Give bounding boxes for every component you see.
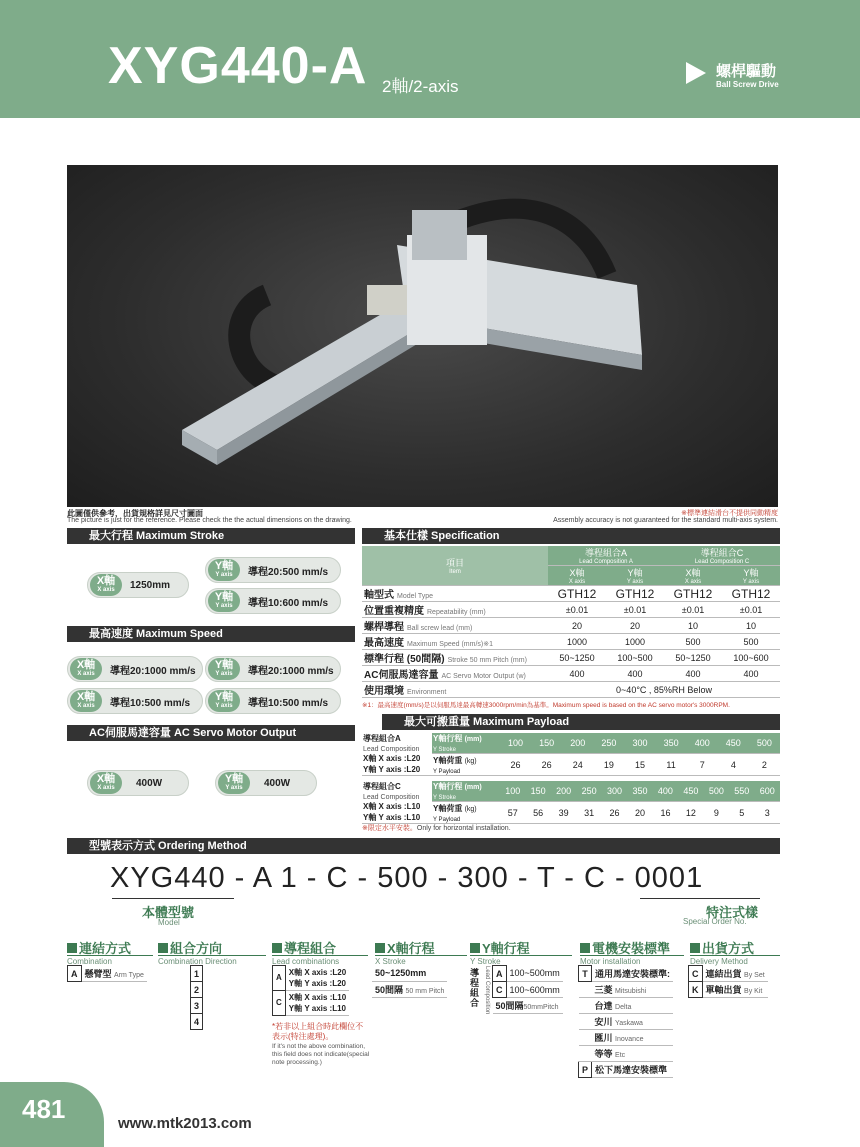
y-stroke-heading: Y軸行程 (470, 938, 530, 957)
spec-row: 螺桿導程 Ball screw lead (mm) 20 20 10 10 (362, 618, 780, 634)
stroke-y-pill-1: Y軸 Y axis 導程20:500 mm/s (205, 557, 341, 583)
combination-table: A 懸臂型 Arm Type (67, 965, 147, 982)
speed-pill-4: Y軸 Y axis 導程10:500 mm/s (205, 688, 341, 714)
motor-install-table: T 通用馬達安裝標準: 三菱 Mitsubishi 台達 Delta 安川 Yaskawa 匯川 Inovance 等等 Etc P 松下馬達安裝標準 (578, 965, 673, 1078)
x-stroke-table: 50~1250mm 50間隔 50 mm Pitch (372, 965, 447, 998)
spec-title-bar: 基本仕樣 Specification (362, 528, 780, 544)
motor-x-pill: X軸 X axis 400W (87, 770, 189, 796)
product-photo (67, 165, 778, 507)
spec-row: 軸型式 Model Type GTH12 GTH12 GTH12 GTH12 (362, 586, 780, 602)
payload-table-c: 導程組合C Lead Composition X軸 X axis :L10 Y軸 Y axis :L10 Y軸行程 (mm) Y Stroke 100 150 200 250 300 350 400 450 500 550 600 Y軸荷重 (kg) Y Payload 57 56 39 31 26 20 16 12 9 5 3 (362, 781, 780, 824)
x-stroke-heading: X軸行程 (375, 938, 435, 957)
x-axis-tag: X軸 X axis (90, 574, 122, 596)
spec-table: 項目 Item 導程組合A Lead Composition A 導程組合C Lead Composition C X軸 X axis Y軸 Y axis X軸 X axis Y軸 Y axis 軸型式 Model Type GTH12 GTH12 GTH12 GTH12 位置重複精度 Repeatability (mm) ±0.01 ±0.01 ±0.01 ±0.01 螺桿導程 Ball screw lead (mm) 20 20 10 10 最高速度 Maximum Speed (mm/s)※1 1000 1000 500 500 標準行程 (50間隔) Stroke 50 mm Pitch (mm) 50~1250 100~500 50~1250 100~600 AC伺服馬達容量 AC Servo Motor Output (w) 400 400 400 400 使用環境 Environment 0~40°C , 85%RH Below (362, 546, 780, 698)
motor-y-pill: Y軸 Y axis 400W (215, 770, 317, 796)
stroke-x-pill (87, 572, 189, 598)
page-header (0, 0, 860, 118)
spec-row: 位置重複精度 Repeatability (mm) ±0.01 ±0.01 ±0.01 ±0.01 (362, 602, 780, 618)
lead-note-en: If it's not the above combination, this field does not indicate(special note processing.) (272, 1043, 370, 1066)
lead-note-ch: *若非以上組合時此欄位不 表示(特注處理)。 (272, 1022, 364, 1041)
accuracy-note-ch: ※標準連結滑台不提供同動精度 (681, 510, 778, 517)
product-title: XYG440-A (108, 37, 368, 95)
special-order-label: 特注式樣 (706, 905, 759, 920)
spec-row-environment: 使用環境 Environment 0~40°C , 85%RH Below (362, 682, 780, 698)
page-number: 481 (0, 1082, 104, 1147)
direction-table: 1 2 3 4 (190, 965, 203, 1030)
stroke-y-pill-2: Y軸 Y axis 導程10:600 mm/s (205, 588, 341, 614)
photo-caption-ch: 此圖僅供參考，出貨規格詳見尺寸圖面 (67, 509, 203, 518)
y-lead-side-label: 導程組合 (470, 968, 480, 1008)
lead-table: A X軸 X axis :L20 Y軸 Y axis :L20 C X軸 X axis :L10 Y軸 Y axis :L10 (272, 965, 349, 1016)
y-stroke-value-1: 導程20:500 mm/s (248, 566, 329, 578)
spec-row: 標準行程 (50間隔) Stroke 50 mm Pitch (mm) 50~1250 100~500 50~1250 100~600 (362, 650, 780, 666)
drive-type-en: Ball Screw Drive (716, 80, 779, 89)
spec-row: AC伺服馬達容量 AC Servo Motor Output (w) 400 400 400 400 (362, 666, 780, 682)
xy-stage-illustration (67, 165, 778, 507)
combination-heading: 連結方式 (67, 938, 131, 957)
model-code: XYG440 - A 1 - C - 500 - 300 - T - C - 0001 (110, 862, 704, 894)
product-subtitle: 2軸/2-axis (382, 77, 459, 96)
x-stroke-value: 1250mm (130, 579, 171, 591)
play-triangle-icon (686, 62, 706, 84)
accuracy-note-en: Assembly accuracy is not guaranteed for the standard multi-axis system. (553, 517, 778, 524)
direction-heading: 組合方向 (158, 938, 222, 957)
photo-caption-en: The picture is just for the reference. Please check the the actual dimensions on the drawing. (67, 517, 352, 524)
bracket-line (112, 898, 234, 899)
speed-pill-3: X軸 X axis 導程10:500 mm/s (67, 688, 203, 714)
stroke-title-bar: 最大行程 Maximum Stroke (67, 528, 355, 544)
ordering-title-bar: 型號表示方式 Ordering Method (67, 838, 780, 854)
model-label: 本體型號 (142, 905, 195, 920)
payload-table-a: 導程組合A Lead Composition X軸 X axis :L20 Y軸 Y axis :L20 Y軸行程 (mm) Y Stroke 100 150 200 250 300 350 400 450 500 Y軸荷重 (kg) Y Payload 26 26 24 19 15 11 7 4 2 (362, 733, 780, 776)
y-stroke-value-2: 導程10:600 mm/s (248, 597, 329, 609)
delivery-table: C 連結出貨 By Set K 單軸出貨 By Kit (688, 965, 768, 998)
speed-pill-2: Y軸 Y axis 導程20:1000 mm/s (205, 656, 341, 682)
speed-title-bar: 最高速度 Maximum Speed (67, 626, 355, 642)
bracket-line (640, 898, 760, 899)
y-stroke-table: A 100~500mm C 100~600mm 50間隔50mmPitch (492, 965, 563, 1014)
website-url: www.mtk2013.com (118, 1115, 252, 1132)
spec-row: 最高速度 Maximum Speed (mm/s)※1 1000 1000 500 500 (362, 634, 780, 650)
payload-title-bar: 最大可搬重量 Maximum Payload (382, 714, 780, 730)
speed-footnote: ※1：最高速度(mm/s)是以伺服馬達最高轉速3000rpm/min為基準。Maximum speed is based on the AC servo motor's 3000RPM. (362, 702, 730, 709)
delivery-heading: 出貨方式 (690, 938, 754, 957)
motor-install-heading: 電機安裝標準 (580, 938, 670, 957)
payload-note: ※限定水平安裝。Only for horizontal installation. (362, 825, 511, 832)
lead-heading: 導程組合 (272, 938, 336, 957)
speed-pill-1: X軸 X axis 導程20:1000 mm/s (67, 656, 203, 682)
drive-type-ch: 螺桿驅動 (716, 63, 777, 80)
motor-title-bar: AC伺服馬達容量 AC Servo Motor Output (67, 725, 355, 741)
